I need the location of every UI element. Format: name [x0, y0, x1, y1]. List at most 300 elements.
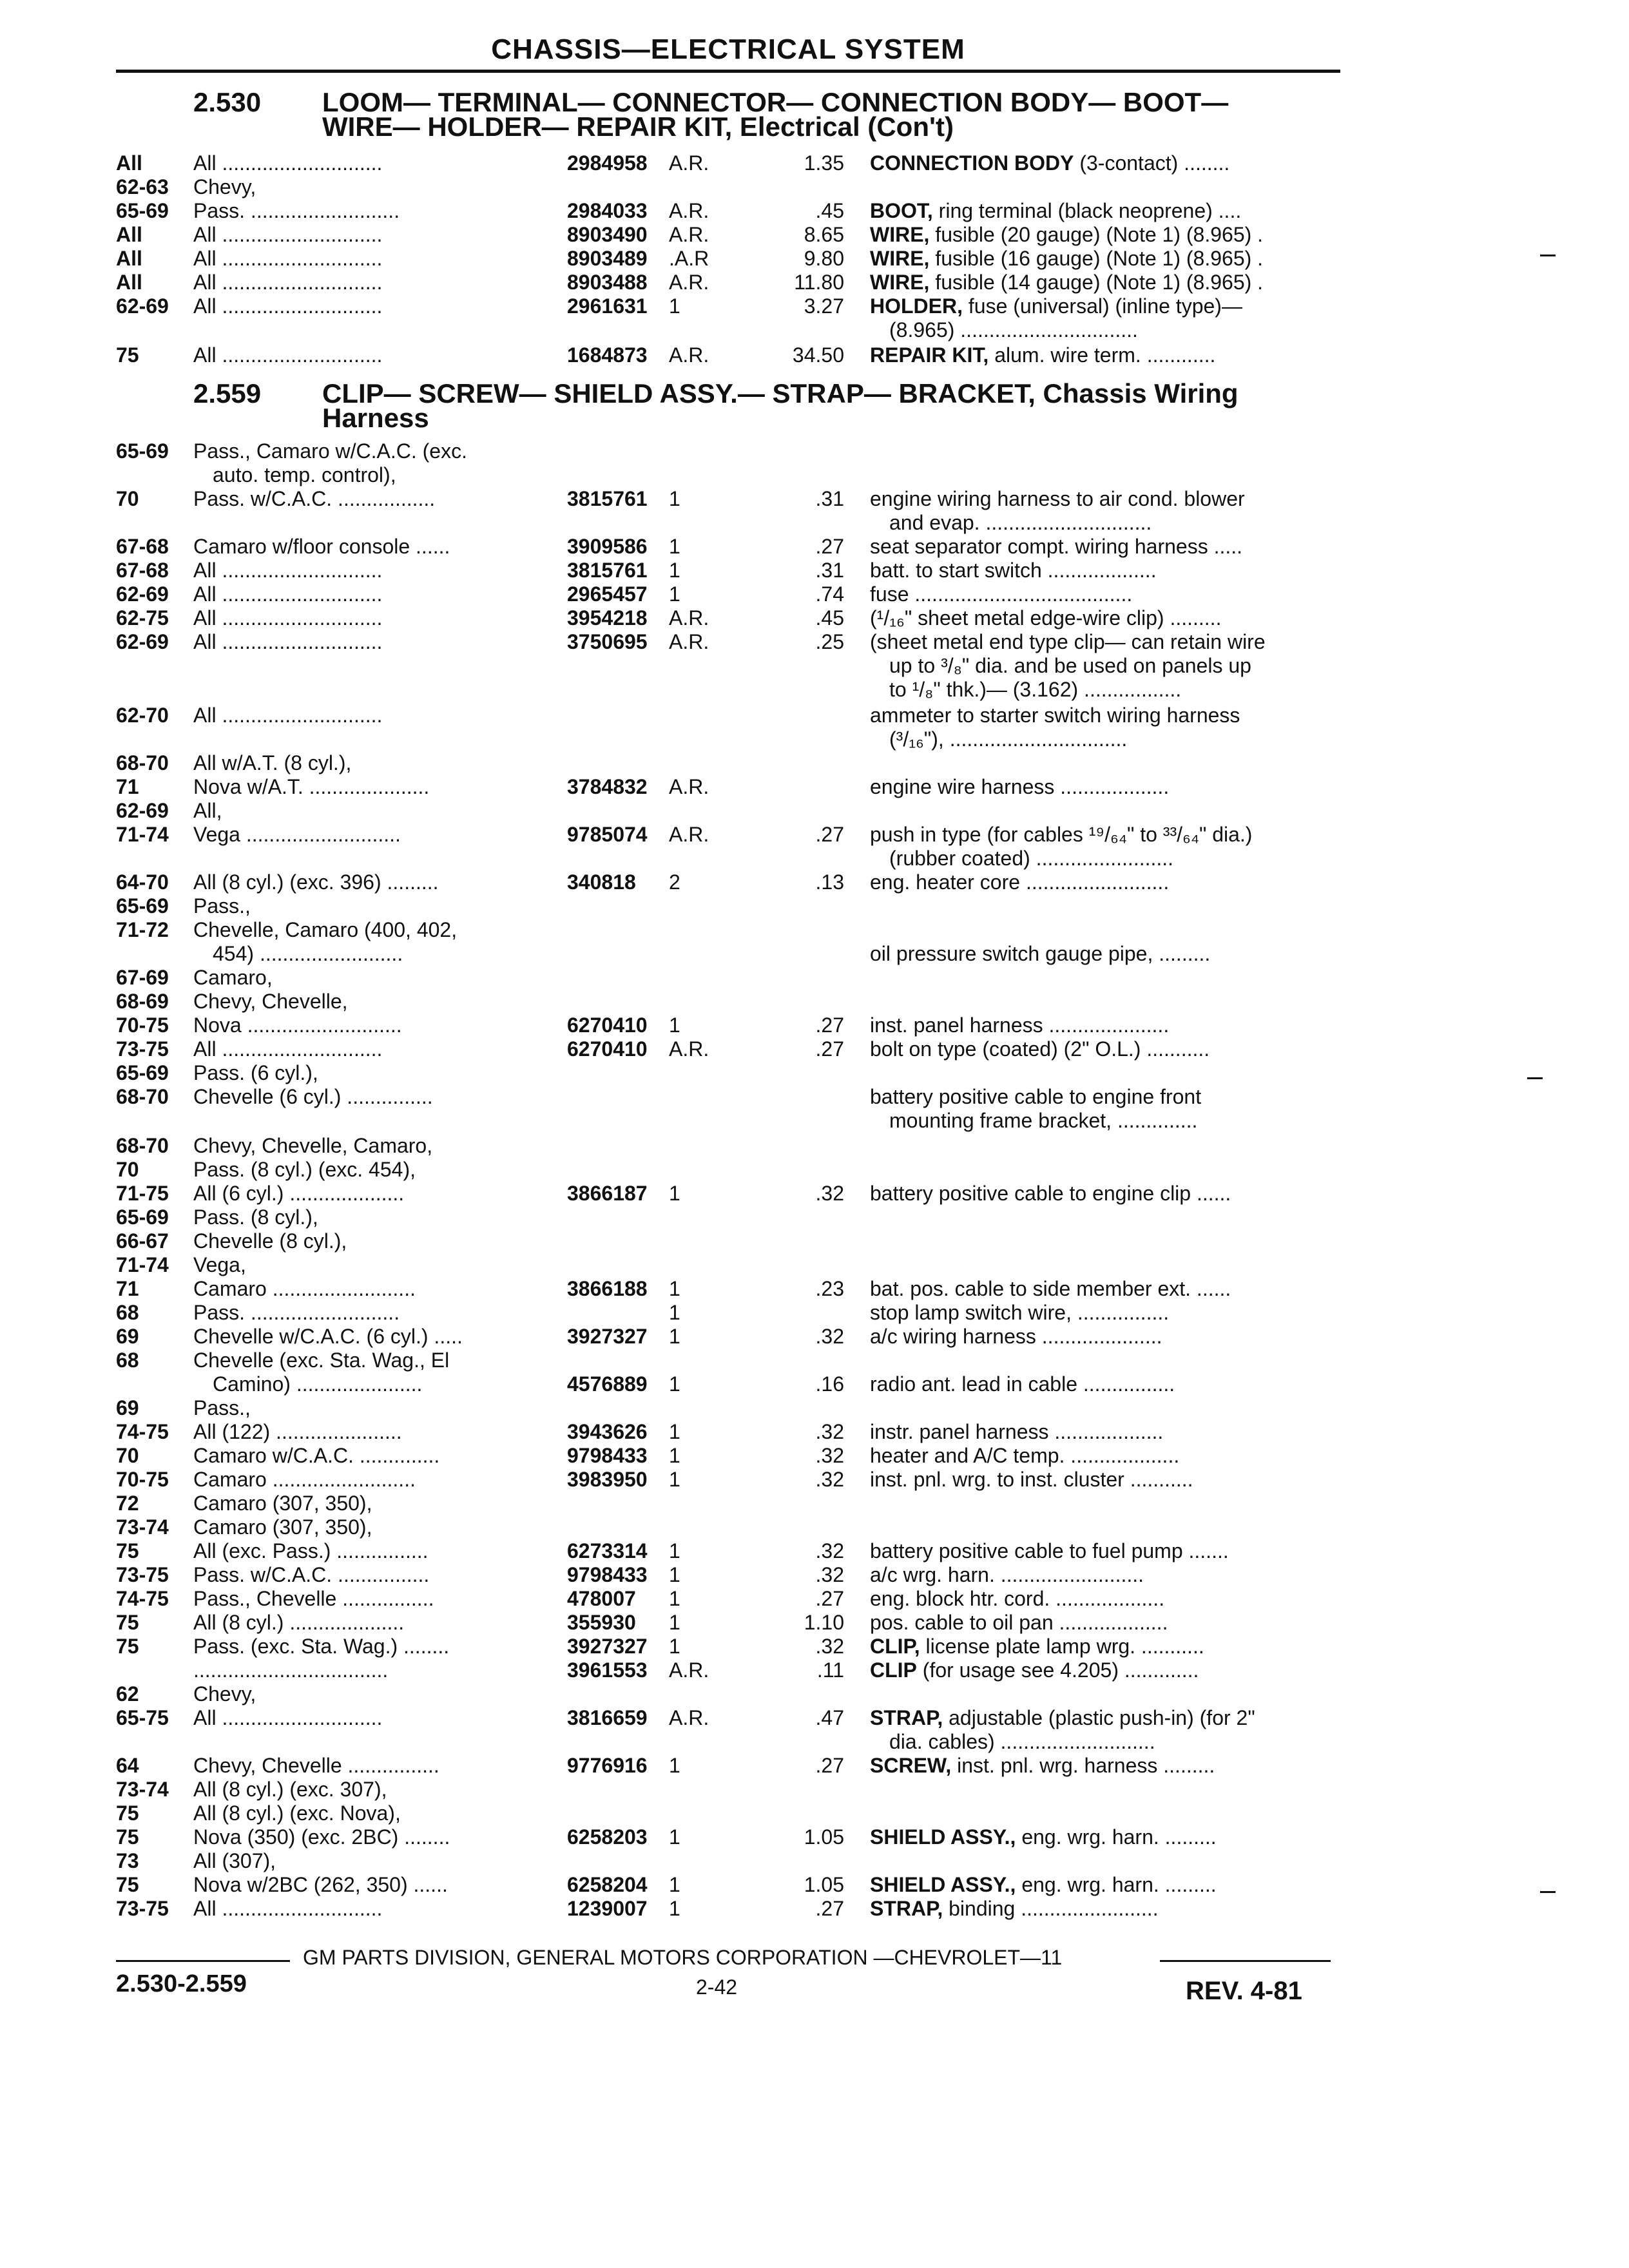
quantity: 1 — [669, 535, 680, 558]
price: .47 — [815, 1706, 844, 1729]
description-text: pos. cable to oil pan ................... — [870, 1611, 1168, 1634]
model: Nova w/2BC (262, 350) ...... — [193, 1873, 448, 1896]
year-range: 65-69 — [116, 1206, 169, 1229]
quantity: 1 — [669, 1563, 680, 1586]
description-keyword: REPAIR KIT, — [870, 343, 989, 367]
part-number: 9776916 — [567, 1754, 648, 1777]
part-number: 3815761 — [567, 559, 648, 582]
section-title-line2: Harness — [322, 403, 429, 433]
year-range: 71-74 — [116, 1253, 169, 1276]
quantity: 1 — [669, 294, 680, 318]
model: All ............................ — [193, 1897, 383, 1920]
price: .23 — [815, 1277, 844, 1300]
quantity: 1 — [669, 1444, 680, 1467]
page-header: CHASSIS—ELECTRICAL SYSTEM — [491, 34, 965, 65]
model: All ............................ — [193, 582, 383, 606]
description — [870, 775, 1340, 799]
description-text: eng. block htr. cord. ................... — [870, 1587, 1165, 1610]
year-range: All — [116, 271, 142, 294]
description-text: bat. pos. cable to side member ext. ...... — [870, 1277, 1231, 1300]
description — [870, 1658, 1340, 1682]
model: Pass., Camaro w/C.A.C. (exc. — [193, 439, 467, 463]
quantity: A.R. — [669, 1658, 709, 1682]
year-range: 68-70 — [116, 1134, 169, 1157]
price: .27 — [815, 1037, 844, 1061]
quantity: 1 — [669, 1014, 680, 1037]
quantity: A.R. — [669, 271, 709, 294]
quantity: 1 — [669, 582, 680, 606]
model: Camaro (307, 350), — [193, 1515, 372, 1539]
year-range: 67-69 — [116, 966, 169, 989]
model: Pass. (6 cyl.), — [193, 1061, 318, 1084]
model: All w/A.T. (8 cyl.), — [193, 751, 352, 774]
description-text: alum. wire term. ............ — [988, 343, 1216, 367]
description-text: (3-contact) ........ — [1074, 151, 1230, 175]
description-text: fusible (16 gauge) (Note 1) (8.965) . — [929, 247, 1264, 270]
year-range: 71 — [116, 1277, 139, 1300]
quantity: 1 — [669, 487, 680, 510]
description-continued: and evap. ............................. — [889, 511, 1152, 534]
year-range: 73-75 — [116, 1563, 169, 1586]
quantity: A.R. — [669, 775, 709, 798]
model: All ............................ — [193, 606, 383, 629]
part-number: 2965457 — [567, 582, 648, 606]
price: .25 — [815, 630, 844, 653]
description-text: fuse (universal) (inline type)— — [963, 294, 1242, 318]
model: All ............................ — [193, 1037, 383, 1061]
margin-mark — [1527, 1077, 1543, 1079]
quantity: 1 — [669, 1825, 680, 1849]
description — [870, 1825, 1340, 1849]
footer-page-number: 2-42 — [696, 1975, 738, 1999]
year-range: 75 — [116, 1802, 139, 1825]
description-continued: radio ant. lead in cable ................ — [870, 1372, 1175, 1396]
model: Camaro (307, 350), — [193, 1492, 372, 1515]
year-range: 65-69 — [116, 199, 169, 222]
part-number: 355930 — [567, 1611, 636, 1634]
description — [870, 606, 1340, 630]
description — [870, 1897, 1340, 1921]
description-text: eng. wrg. harn. ......... — [1016, 1873, 1217, 1896]
description-text: binding ........................ — [943, 1897, 1159, 1920]
model: All (122) ...................... — [193, 1420, 402, 1443]
part-number: 9798433 — [567, 1563, 648, 1586]
quantity: 1 — [669, 1182, 680, 1205]
part-number: 2984033 — [567, 199, 648, 222]
description-keyword: HOLDER, — [870, 294, 963, 318]
price: 3.27 — [804, 294, 844, 318]
model: Chevy, Chevelle ................ — [193, 1754, 439, 1777]
model: Camaro, — [193, 966, 273, 989]
description — [870, 294, 1340, 318]
model: Pass. .......................... — [193, 1301, 400, 1324]
part-number: 3866188 — [567, 1277, 648, 1300]
description-continued: (8.965) ............................... — [889, 318, 1138, 341]
description — [870, 1563, 1340, 1587]
part-number: 3927327 — [567, 1635, 648, 1658]
year-range: 70-75 — [116, 1468, 169, 1491]
description-text: push in type (for cables ¹⁹/₆₄" to ³³/₆₄" dia.) — [870, 823, 1253, 846]
description-continued: to ¹/₈" thk.)— (3.162) ................. — [889, 678, 1182, 701]
model: All (8 cyl.) (exc. 396) ......... — [193, 870, 439, 894]
description — [870, 1587, 1340, 1611]
year-range: 75 — [116, 343, 139, 367]
year-range: 65-75 — [116, 1706, 169, 1729]
price: .32 — [815, 1468, 844, 1491]
year-range: 68 — [116, 1301, 139, 1324]
header-rule — [116, 70, 1340, 73]
description-text: fusible (20 gauge) (Note 1) (8.965) . — [929, 223, 1264, 246]
model: Chevy, — [193, 1682, 256, 1706]
quantity: 1 — [669, 1754, 680, 1777]
model: Pass. (8 cyl.) (exc. 454), — [193, 1158, 416, 1181]
year-range: 68 — [116, 1349, 139, 1372]
part-number: 2961631 — [567, 294, 648, 318]
price: .32 — [815, 1444, 844, 1467]
model: All (8 cyl.) .................... — [193, 1611, 405, 1634]
quantity: A.R. — [669, 151, 709, 175]
model: Chevy, Chevelle, — [193, 990, 348, 1013]
year-range: 66-67 — [116, 1229, 169, 1253]
description — [870, 1468, 1340, 1492]
part-number: 340818 — [567, 870, 636, 894]
model: Pass. w/C.A.C. ................ — [193, 1563, 430, 1586]
year-range: 70 — [116, 487, 139, 510]
model: Nova ........................... — [193, 1014, 402, 1037]
model: All ............................ — [193, 247, 383, 270]
description-text: instr. panel harness ................... — [870, 1420, 1164, 1443]
year-range: 62-70 — [116, 704, 169, 727]
description — [870, 535, 1340, 559]
model: Pass. (exc. Sta. Wag.) ........ — [193, 1635, 450, 1658]
quantity: 1 — [669, 1420, 680, 1443]
description-text: (¹/₁₆" sheet metal edge-wire clip) ......... — [870, 606, 1222, 629]
quantity: 1 — [669, 1611, 680, 1634]
model: All (307), — [193, 1849, 276, 1872]
part-number: 3750695 — [567, 630, 648, 653]
description — [870, 1277, 1340, 1301]
year-range: 69 — [116, 1325, 139, 1348]
description-keyword: SCREW, — [870, 1754, 952, 1777]
description — [870, 1539, 1340, 1563]
model: Pass., — [193, 1396, 251, 1419]
price: 9.80 — [804, 247, 844, 270]
price: .32 — [815, 1563, 844, 1586]
description-text: stop lamp switch wire, ................ — [870, 1301, 1170, 1324]
part-number: 478007 — [567, 1587, 636, 1610]
description-text: a/c wrg. harn. ......................... — [870, 1563, 1144, 1586]
year-range: 73-75 — [116, 1897, 169, 1920]
model: Nova (350) (exc. 2BC) ........ — [193, 1825, 450, 1849]
section-heading — [0, 378, 1629, 433]
model: All, — [193, 799, 222, 822]
price: .27 — [815, 1897, 844, 1920]
year-range: 70 — [116, 1444, 139, 1467]
table-row — [0, 630, 1629, 702]
part-number: 4576889 — [567, 1372, 648, 1396]
year-range: 70 — [116, 1158, 139, 1181]
part-number: 3954218 — [567, 606, 648, 629]
price: 1.35 — [804, 151, 844, 175]
description — [870, 271, 1340, 294]
description — [870, 1635, 1340, 1658]
description — [870, 247, 1340, 271]
price: .27 — [815, 1587, 844, 1610]
description — [870, 1037, 1340, 1061]
price: .11 — [816, 1658, 844, 1682]
year-range: 71-74 — [116, 823, 169, 846]
model: Pass. w/C.A.C. ................. — [193, 487, 436, 510]
model: Chevelle (8 cyl.), — [193, 1229, 347, 1253]
year-range: All — [116, 223, 142, 246]
price: .27 — [815, 1014, 844, 1037]
model: All ............................ — [193, 1706, 383, 1729]
quantity: 1 — [669, 1873, 680, 1896]
quantity: 1 — [669, 1539, 680, 1562]
description — [870, 1301, 1340, 1325]
description-text: battery positive cable to engine clip ...... — [870, 1182, 1231, 1205]
price: .16 — [815, 1372, 844, 1396]
model: Camaro ......................... — [193, 1277, 416, 1300]
model-continued: Camino) ...................... — [213, 1372, 423, 1396]
year-range: 65-69 — [116, 894, 169, 918]
year-range: 62-69 — [116, 630, 169, 653]
description-keyword: SHIELD ASSY., — [870, 1825, 1016, 1849]
description — [870, 704, 1340, 727]
description-keyword: WIRE, — [870, 223, 930, 246]
description-text: battery positive cable to fuel pump ....... — [870, 1539, 1229, 1562]
quantity: A.R. — [669, 1037, 709, 1061]
quantity: 1 — [669, 1897, 680, 1920]
price: .32 — [815, 1182, 844, 1205]
description-text: fuse ...................................... — [870, 582, 1133, 606]
description-keyword: CLIP, — [870, 1635, 920, 1658]
description — [870, 870, 1340, 894]
description — [870, 1325, 1340, 1349]
model: All ............................ — [193, 223, 383, 246]
description — [870, 1085, 1340, 1109]
description — [870, 343, 1340, 367]
price: 8.65 — [804, 223, 844, 246]
description-text: fusible (14 gauge) (Note 1) (8.965) . — [929, 271, 1264, 294]
year-range: 75 — [116, 1825, 139, 1849]
model: Pass. .......................... — [193, 199, 400, 222]
description-keyword: CONNECTION BODY — [870, 151, 1074, 175]
year-range: 64 — [116, 1754, 139, 1777]
description — [870, 1754, 1340, 1778]
description-text: batt. to start switch ................... — [870, 559, 1157, 582]
quantity: 1 — [669, 1587, 680, 1610]
year-range: 73-75 — [116, 1037, 169, 1061]
description-text: eng. wrg. harn. ......... — [1016, 1825, 1217, 1849]
year-range: 65-69 — [116, 1061, 169, 1084]
year-range: 64-70 — [116, 870, 169, 894]
year-range: All — [116, 247, 142, 270]
model: All ............................ — [193, 343, 383, 367]
year-range: 71 — [116, 775, 139, 798]
description-keyword: WIRE, — [870, 247, 930, 270]
price: .13 — [815, 870, 844, 894]
price: .27 — [815, 1754, 844, 1777]
year-range: 75 — [116, 1873, 139, 1896]
part-number: 1684873 — [567, 343, 648, 367]
description — [870, 630, 1340, 654]
footer-section-range: 2.530-2.559 — [116, 1970, 247, 1997]
description — [870, 223, 1340, 247]
description-text: ring terminal (black neoprene) .... — [932, 199, 1242, 222]
description-text: license plate lamp wrg. ........... — [920, 1635, 1204, 1658]
description-continued: (rubber coated) ........................ — [889, 847, 1174, 870]
description — [870, 1444, 1340, 1468]
price: 1.05 — [804, 1825, 844, 1849]
description-keyword: WIRE, — [870, 271, 930, 294]
quantity: A.R. — [669, 630, 709, 653]
model-continued: 454) ......................... — [213, 942, 403, 965]
part-number: 3961553 — [567, 1658, 648, 1682]
part-number: 6270410 — [567, 1014, 648, 1037]
quantity: 1 — [669, 1372, 680, 1396]
description — [870, 1706, 1340, 1730]
section-number: 2.559 — [193, 378, 262, 408]
description — [870, 1182, 1340, 1206]
year-range: 68-70 — [116, 1085, 169, 1108]
year-range: 73-74 — [116, 1515, 169, 1539]
part-number: 3866187 — [567, 1182, 648, 1205]
model: All (6 cyl.) .................... — [193, 1182, 405, 1205]
year-range: 75 — [116, 1539, 139, 1562]
year-range: 69 — [116, 1396, 139, 1419]
year-range: 74-75 — [116, 1587, 169, 1610]
part-number: 6273314 — [567, 1539, 648, 1562]
model: All (8 cyl.) (exc. Nova), — [193, 1802, 401, 1825]
price: .32 — [815, 1420, 844, 1443]
description — [870, 151, 1340, 175]
section-number: 2.530 — [193, 87, 262, 117]
year-range: 75 — [116, 1635, 139, 1658]
model: Camaro w/floor console ...... — [193, 535, 450, 558]
footer-revision: REV. 4-81 — [1186, 1977, 1302, 2005]
quantity: .A.R — [669, 247, 709, 270]
footer-rule-left — [116, 1960, 290, 1962]
model: Pass., — [193, 894, 251, 918]
part-number: 6270410 — [567, 1037, 648, 1061]
price: 11.80 — [794, 271, 844, 294]
description-keyword: STRAP, — [870, 1706, 943, 1729]
description-keyword: BOOT, — [870, 199, 933, 222]
price: .45 — [815, 199, 844, 222]
description-text: eng. heater core ......................... — [870, 870, 1170, 894]
model: Vega, — [193, 1253, 246, 1276]
quantity: A.R. — [669, 823, 709, 846]
part-number: 9785074 — [567, 823, 648, 846]
year-range: 62-75 — [116, 606, 169, 629]
description-keyword: CLIP — [870, 1658, 917, 1682]
model: All (8 cyl.) (exc. 307), — [193, 1778, 387, 1801]
model: Pass., Chevelle ................ — [193, 1587, 434, 1610]
margin-mark — [1540, 255, 1556, 256]
description — [870, 559, 1340, 582]
section-title-line1: CLIP— SCREW— SHIELD ASSY.— STRAP— BRACKET, Chassis Wiring — [322, 378, 1239, 408]
description-continued: up to ³/₈" dia. and be used on panels up — [889, 654, 1251, 677]
price: .32 — [815, 1325, 844, 1348]
model: All ............................ — [193, 630, 383, 653]
model: Chevy, Chevelle, Camaro, — [193, 1134, 433, 1157]
model: .................................. — [193, 1658, 389, 1682]
description-text: adjustable (plastic push-in) (for 2" — [943, 1706, 1255, 1729]
model: All ............................ — [193, 559, 383, 582]
quantity: A.R. — [669, 1706, 709, 1729]
part-number: 6258203 — [567, 1825, 648, 1849]
year-range: 62-69 — [116, 799, 169, 822]
description — [870, 1611, 1340, 1635]
description-text: heater and A/C temp. ................... — [870, 1444, 1180, 1467]
quantity: 2 — [669, 870, 680, 894]
description — [870, 487, 1340, 511]
description-text: (for usage see 4.205) ............. — [916, 1658, 1199, 1682]
year-range: 68-70 — [116, 751, 169, 774]
description-text: a/c wiring harness ..................... — [870, 1325, 1162, 1348]
description-text: engine wire harness ................... — [870, 775, 1170, 798]
model: Camaro w/C.A.C. .............. — [193, 1444, 440, 1467]
model: All (exc. Pass.) ................ — [193, 1539, 429, 1562]
footer-division: GM PARTS DIVISION, GENERAL MOTORS CORPORATION —CHEVROLET—11 — [303, 1946, 1063, 1969]
margin-mark — [1540, 1891, 1556, 1893]
description-text: battery positive cable to engine front — [870, 1085, 1202, 1108]
quantity: 1 — [669, 1325, 680, 1348]
year-range: 71-75 — [116, 1182, 169, 1205]
part-number: 9798433 — [567, 1444, 648, 1467]
description-keyword: SHIELD ASSY., — [870, 1873, 1016, 1896]
description-keyword: STRAP, — [870, 1897, 943, 1920]
quantity: 1 — [669, 1468, 680, 1491]
model: Vega ........................... — [193, 823, 401, 846]
quantity: 1 — [669, 1277, 680, 1300]
part-number: 3943626 — [567, 1420, 648, 1443]
model: Nova w/A.T. ..................... — [193, 775, 430, 798]
section-title-line2: WIRE— HOLDER— REPAIR KIT, Electrical (Con't) — [322, 111, 954, 142]
section-heading — [0, 87, 1629, 142]
model: Pass. (8 cyl.), — [193, 1206, 318, 1229]
year-range: 62-69 — [116, 294, 169, 318]
price: .31 — [815, 559, 844, 582]
description-text: seat separator compt. wiring harness ..... — [870, 535, 1243, 558]
description-text: inst. pnl. wrg. to inst. cluster ........... — [870, 1468, 1193, 1491]
footer-rule-right — [1160, 1960, 1331, 1962]
model: Chevelle, Camaro (400, 402, — [193, 918, 458, 941]
price: .74 — [815, 582, 844, 606]
model: All ............................ — [193, 704, 383, 727]
model-continued: auto. temp. control), — [213, 463, 396, 486]
description-continued: oil pressure switch gauge pipe, ......... — [870, 942, 1211, 965]
price: .27 — [815, 823, 844, 846]
description-text: (sheet metal end type clip— can retain wire — [870, 630, 1266, 653]
quantity: A.R. — [669, 199, 709, 222]
year-range: 68-69 — [116, 990, 169, 1013]
price: .32 — [815, 1635, 844, 1658]
price: .27 — [815, 535, 844, 558]
part-number: 3816659 — [567, 1706, 648, 1729]
quantity: A.R. — [669, 606, 709, 629]
year-range: 70-75 — [116, 1014, 169, 1037]
model: All ............................ — [193, 294, 383, 318]
year-range: 73-74 — [116, 1778, 169, 1801]
part-number: 3784832 — [567, 775, 648, 798]
year-range: 67-68 — [116, 535, 169, 558]
model: All ............................ — [193, 271, 383, 294]
description — [870, 1420, 1340, 1444]
model: Chevelle w/C.A.C. (6 cyl.) ..... — [193, 1325, 463, 1348]
model: Chevelle (exc. Sta. Wag., El — [193, 1349, 450, 1372]
